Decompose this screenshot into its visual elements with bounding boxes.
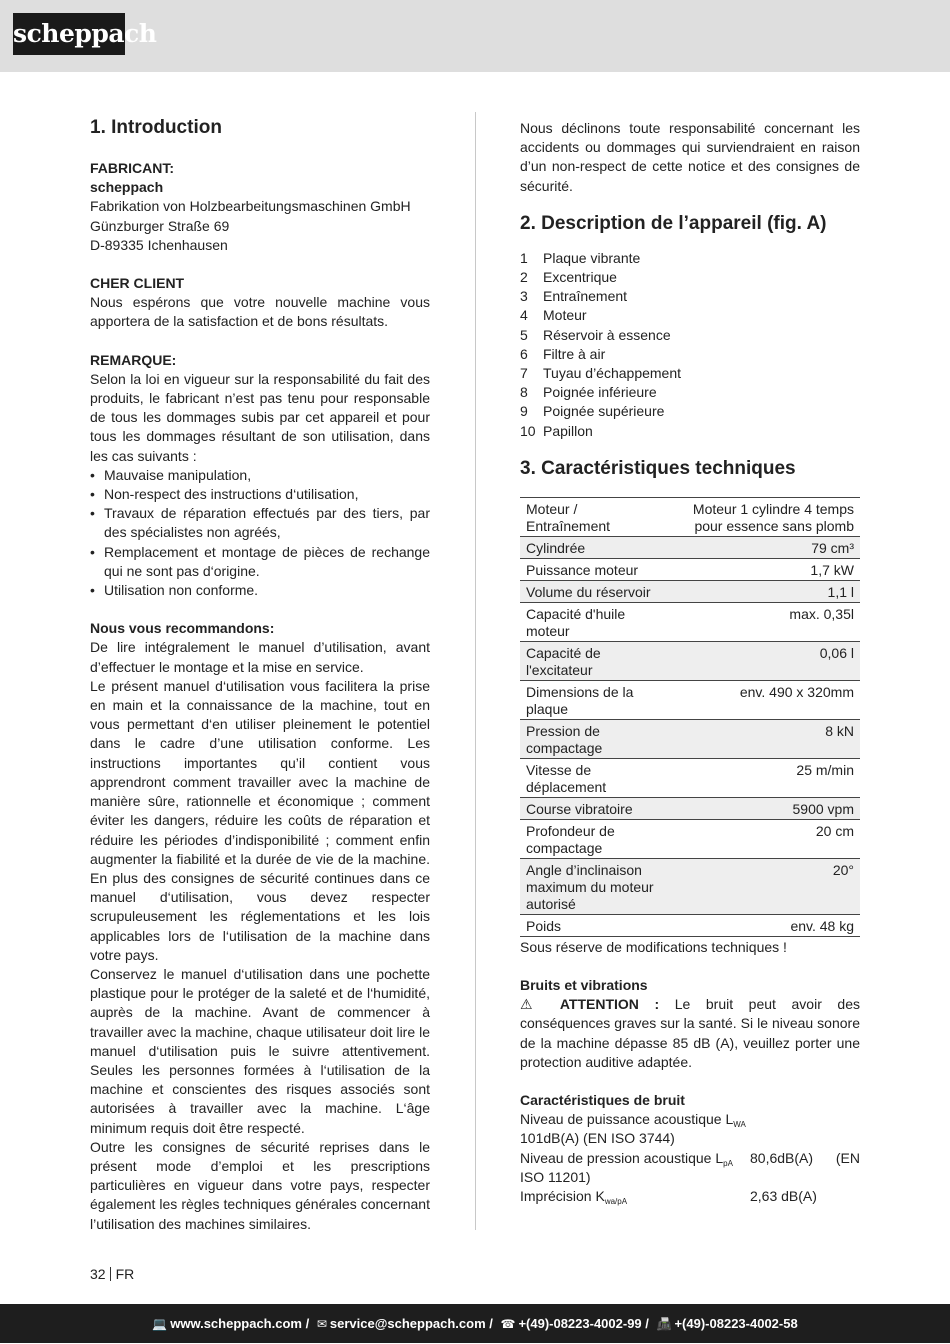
address-line: Fabrikation von Holzbearbeitungsmaschinen GmbH [90,198,411,215]
liability-list [90,466,430,600]
uncertainty-value: 2,63 dB(A) [750,1188,817,1205]
list-item: 8 Poignée inférieure [520,384,657,401]
computer-icon: 💻 [152,1317,168,1331]
list-item: 5 Réservoir à essence [520,326,671,343]
list-item: • Travaux de réparation effectués par des tiers, par des spécialistes non agréés, [90,504,430,542]
noise-heading: Bruits et vibrations [520,977,648,994]
power-level-label: Niveau de puissance acoustique $L_{WA}$ [520,1111,746,1130]
uncertainty-row [520,1187,860,1206]
recommend-paragraph: Conservez le manuel d‘utilisation dans une pochette plastique pour le protéger de la saleté et de l‘humidité, auprès de la machine. Avant de commencer à travailler avec la machine, chaque utilisateur doit lire le manuel d‘utilisation puis le suivre attentivement. Seules les personnes formées à l‘utilisation de la machine et conscientes des risques associés sont autorisées à travailler avec la machine. L‘âge minimum requis doit être respecté. [90,965,430,1136]
table-row: Pression de compactage 8 kN [520,719,860,758]
pressure-level-norm-cont: ISO 11201) [520,1168,591,1185]
table-row: Volume du réservoir 1,1 l [520,580,860,602]
footer-fax: +(49)-08223-4002-58 [674,1316,798,1331]
list-item: • Non-respect des instructions d‘utilisation, [90,485,430,504]
list-item: 9 Poignée supérieure [520,403,665,420]
list-item: 3 Entraînement [520,288,628,305]
brand-logo: scheppach [13,13,125,55]
address-line: D-89335 Ichenhausen [90,236,228,253]
recommend-label: Nous vous recommandons: [90,620,275,637]
table-row: Poids env. 48 kg [520,914,860,936]
footer-email[interactable]: service@scheppach.com / [329,1316,493,1331]
fabricant-name: scheppach [90,179,164,196]
client-label: CHER CLIENT [90,275,185,292]
column-divider [475,112,476,1230]
pressure-level-value: 80,6dB(A) [750,1149,814,1166]
attention-label: ATTENTION : [559,996,660,1013]
table-row: Puissance moteur 1,7 kW [520,558,860,580]
page-number: 32 FR [90,1266,135,1282]
uncertainty-label: Imprécision $K_{wa/pA}$ [520,1188,628,1207]
recommend-paragraph: Outre les consignes de sécurité reprises dans le présent mode d’emploi et les prescriptions particulières en vigueur dans votre pays, respecter également les règles techniques générales concernant l’utilisation des machines similaires. [90,1138,430,1232]
list-item: 7 Tuyau d’échappement [520,365,682,382]
remarque-text: Selon la loi en vigueur sur la responsabilité du fait des produits, le fabricant n’est pas tenu pour responsable de tous les dommages subis par cet appareil et pour tous les dommages résultant de son utilisation, dans les cas suivants : [90,370,430,464]
left-column [90,112,430,1234]
specs-note: Sous réserve de modifications techniques ! [520,938,787,955]
noise-char-heading: Caractéristiques de bruit [520,1092,685,1109]
list-item: • Mauvaise manipulation, [90,466,430,485]
table-row: Capacité de l'excitateur 0,06 l [520,641,860,680]
warning-triangle-icon: ⚠ [520,996,545,1013]
description-heading: 2. Description de l’appareil (fig. A) [520,212,827,234]
list-item: 2 Excentrique [520,269,617,286]
pressure-level-label: Niveau de pression acoustique $L_{pA}$ [520,1149,733,1168]
attention-paragraph [520,995,860,1072]
client-text: Nous espérons que votre nouvelle machine vous apportera de la satisfaction et de bons résultats. [90,294,430,330]
table-row: Vitesse de déplacement 25 m/min [520,758,860,797]
list-item: • Utilisation non conforme. [90,581,430,600]
table-row: Angle d’inclinaison maximum du moteur autorisé 20° [520,858,860,914]
footer-bar [0,1304,950,1343]
intro-heading: 1. Introduction [90,117,222,138]
right-column [520,119,860,1206]
list-item: 6 Filtre à air [520,345,606,362]
header-bar [0,0,950,72]
table-row: Moteur / Entraînement Moteur 1 cylindre 4 temps pour essence sans plomb [520,497,860,536]
table-row: Cylindrée 79 cm³ [520,536,860,558]
power-level-value: 101dB(A) (EN ISO 3744) [520,1130,675,1147]
pressure-level-row [520,1149,860,1168]
parts-list [520,249,860,441]
fabricant-label: FABRICANT: [90,160,174,176]
footer-website[interactable]: www.scheppach.com / [170,1316,310,1331]
list-item: • Remplacement et montage de pièces de rechange qui ne sont pas d‘origine. [90,543,430,581]
recommend-paragraph: De lire intégralement le manuel d’utilisation, avant d’effectuer le montage et la mise en service. [90,639,430,675]
pressure-level-norm: (EN [835,1149,860,1166]
attention-text: Le bruit peut avoir des conséquences graves sur la santé. Si le niveau sonore de la machine dépasse 85 dB (A), veuillez porter une protection auditive adaptée. [520,996,860,1070]
specs-table [520,497,860,937]
mail-icon: ✉ [316,1317,327,1331]
table-row: Course vibratoire 5900 vpm [520,797,860,819]
remarque-label: REMARQUE: [90,351,177,368]
fax-icon: 📠 [656,1317,672,1331]
disclaimer-text: Nous déclinons toute responsabilité concernant les accidents ou dommages qui surviendraient en raison d’un non-respect de cette notice et des consignes de sécurité. [520,120,860,194]
recommend-paragraph: Le présent manuel d‘utilisation vous facilitera la prise en main et la connaissance de la machine, tout en vous permettant d‘en utiliser pleinement le potentiel dans le cadre d’une utilisation conforme. Les instructions importantes qu’il contient vous apprendront comment travailler avec la machine de manière sûre, rationnelle et économique ; comment éviter les dangers, réduire les coûts de réparation et réduire les périodes d’indisponibilité ; comment enfin augmenter la fiabilité et la durée de vie de la machine. En plus des consignes de sécurité continues dans ce manuel d‘utilisation, vous devez respecter scrupuleusement les réglementations et les lois applicables lors de l‘utilisation de la machine dans votre pays. [90,677,430,963]
list-item: 10 Papillon [520,422,593,439]
footer-phone: +(49)-08223-4002-99 / [518,1316,649,1331]
list-item: 4 Moteur [520,307,587,324]
list-item: 1 Plaque vibrante [520,249,641,266]
address-line: Günzburger Straße 69 [90,217,230,234]
specs-heading: 3. Caractéristiques techniques [520,457,796,479]
table-row: Dimensions de la plaque env. 490 x 320mm [520,680,860,719]
phone-icon: ☎ [500,1317,516,1331]
table-row: Profondeur de compactage 20 cm [520,819,860,858]
table-row: Capacité d'huile moteur max. 0,35l [520,602,860,641]
